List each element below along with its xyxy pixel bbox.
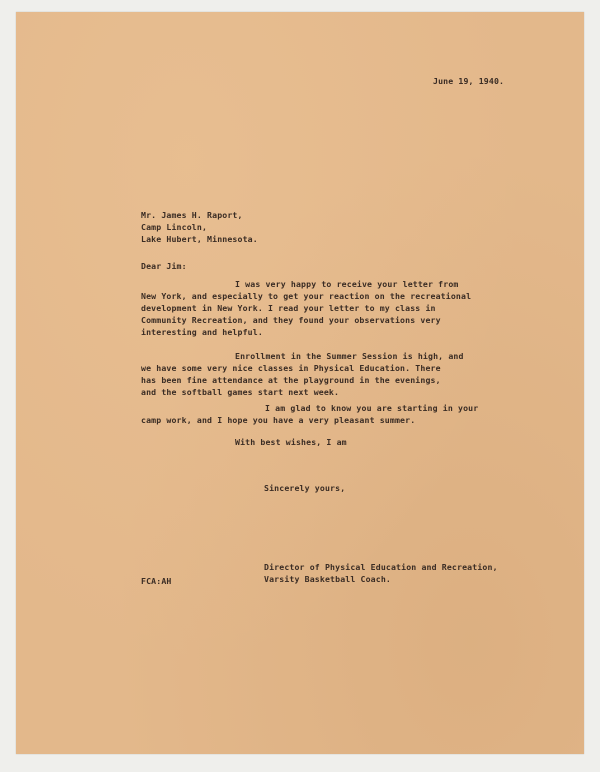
paragraph-1-line-1: I was very happy to receive your letter from xyxy=(235,279,459,289)
paragraph-1-line-2: New York, and especially to get your reaction on the recreational xyxy=(141,291,472,301)
paragraph-3-line-1: I am glad to know you are starting in your xyxy=(265,403,479,413)
paragraph-2-line-2: we have some very nice classes in Physical Education. There xyxy=(141,363,441,373)
paragraph-1-line-5: interesting and helpful. xyxy=(141,327,263,337)
signature-title-line-1: Director of Physical Education and Recreation, xyxy=(264,562,498,572)
letter-page xyxy=(16,12,584,754)
recipient-location: Lake Hubert, Minnesota. xyxy=(141,234,258,244)
salutation: Dear Jim: xyxy=(141,261,187,271)
paragraph-2-line-1: Enrollment in the Summer Session is high, and xyxy=(235,351,464,361)
paragraph-3-line-2: camp work, and I hope you have a very pleasant summer. xyxy=(141,415,416,425)
letter-date: June 19, 1940. xyxy=(433,76,505,86)
recipient-name: Mr. James H. Raport, xyxy=(141,210,243,220)
typist-initials: FCA:AH xyxy=(141,576,172,586)
recipient-camp: Camp Lincoln, xyxy=(141,222,208,232)
paragraph-1-line-3: development in New York. I read your letter to my class in xyxy=(141,303,436,313)
signature-title-line-2: Varsity Basketball Coach. xyxy=(264,574,391,584)
paragraph-1-line-4: Community Recreation, and they found your observations very xyxy=(141,315,441,325)
paragraph-2-line-4: and the softball games start next week. xyxy=(141,387,340,397)
paragraph-2-line-3: has been fine attendance at the playground in the evenings, xyxy=(141,375,441,385)
best-wishes: With best wishes, I am xyxy=(235,437,347,447)
complimentary-close: Sincerely yours, xyxy=(264,483,346,493)
